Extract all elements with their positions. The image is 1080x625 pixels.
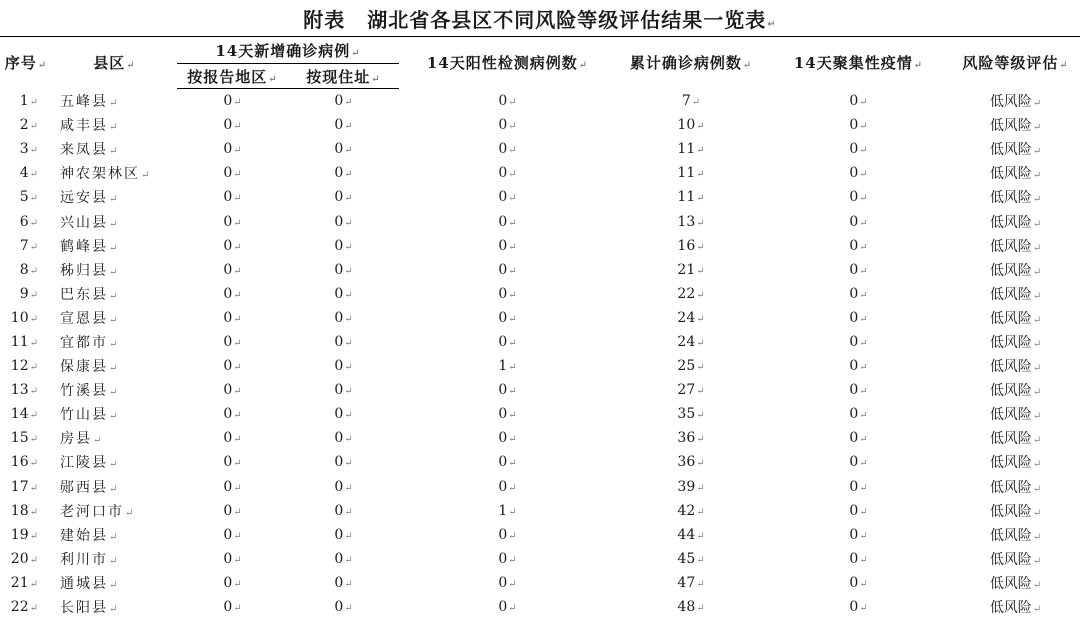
new-by-address: 0↵ — [334, 430, 353, 447]
row-index: 8↵ — [19, 261, 38, 278]
cumulative-cases: 11↵ — [677, 165, 705, 182]
table-row — [0, 209, 1080, 233]
new-by-address: 0↵ — [334, 141, 353, 158]
county-name: 郧西县↵ — [60, 479, 120, 496]
row-index: 9↵ — [19, 285, 38, 302]
positive-14d: 0↵ — [498, 454, 517, 471]
row-index: 11↵ — [10, 333, 38, 350]
positive-14d: 0↵ — [498, 550, 517, 567]
risk-level: 低风险↵ — [989, 479, 1042, 496]
county-name: 房县↵ — [60, 431, 104, 448]
title-prefix: 附表 — [303, 7, 346, 32]
new-by-address: 0↵ — [334, 599, 353, 616]
positive-14d: 0↵ — [498, 237, 517, 254]
row-index: 2↵ — [19, 117, 38, 134]
new-by-report: 0↵ — [223, 358, 242, 375]
new-by-address: 0↵ — [334, 478, 353, 495]
risk-level: 低风险↵ — [989, 359, 1042, 376]
new-by-report: 0↵ — [223, 574, 242, 591]
new-by-address: 0↵ — [334, 333, 353, 350]
table-row — [0, 595, 1080, 619]
header-county: 县区↵ — [52, 37, 177, 89]
county-name: 江陵县↵ — [60, 455, 120, 472]
header-clusters-14d: 14天聚集性疫情↵ — [766, 37, 951, 89]
county-name: 建始县↵ — [60, 527, 120, 544]
new-by-report: 0↵ — [223, 526, 242, 543]
positive-14d: 0↵ — [498, 430, 517, 447]
positive-14d: 0↵ — [498, 261, 517, 278]
risk-level: 低风险↵ — [989, 527, 1042, 544]
clusters-14d: 0↵ — [849, 502, 868, 519]
clusters-14d: 0↵ — [849, 430, 868, 447]
table-row — [0, 306, 1080, 330]
risk-level: 低风险↵ — [989, 503, 1042, 520]
new-by-address: 0↵ — [334, 213, 353, 230]
positive-14d: 0↵ — [498, 406, 517, 423]
clusters-14d: 0↵ — [849, 285, 868, 302]
cumulative-cases: 36↵ — [677, 430, 705, 447]
cumulative-cases: 24↵ — [677, 333, 705, 350]
new-by-report: 0↵ — [223, 261, 242, 278]
table-row — [0, 161, 1080, 185]
header-index: 序号↵ — [0, 37, 52, 89]
county-name: 神农架林区↵ — [60, 166, 152, 183]
new-by-address: 0↵ — [334, 285, 353, 302]
clusters-14d: 0↵ — [849, 478, 868, 495]
risk-level: 低风险↵ — [989, 286, 1042, 303]
new-by-report: 0↵ — [223, 213, 242, 230]
clusters-14d: 0↵ — [849, 358, 868, 375]
positive-14d: 0↵ — [498, 333, 517, 350]
table-row — [0, 89, 1080, 114]
cumulative-cases: 11↵ — [677, 189, 705, 206]
table-row — [0, 354, 1080, 378]
clusters-14d: 0↵ — [849, 309, 868, 326]
new-by-address: 0↵ — [334, 237, 353, 254]
new-by-report: 0↵ — [223, 502, 242, 519]
county-name: 鹤峰县↵ — [60, 238, 120, 255]
new-by-address: 0↵ — [334, 189, 353, 206]
table-row — [0, 330, 1080, 354]
new-by-report: 0↵ — [223, 550, 242, 567]
county-name: 老河口市↵ — [60, 503, 136, 520]
table-row — [0, 475, 1080, 499]
new-by-address: 0↵ — [334, 165, 353, 182]
cumulative-cases: 7↵ — [681, 92, 701, 109]
county-name: 宜都市↵ — [60, 334, 120, 351]
cumulative-cases: 24↵ — [677, 309, 705, 326]
positive-14d: 0↵ — [498, 478, 517, 495]
new-by-address: 0↵ — [334, 526, 353, 543]
table-row — [0, 282, 1080, 306]
cumulative-cases: 45↵ — [677, 550, 705, 567]
new-by-report: 0↵ — [223, 454, 242, 471]
new-by-address: 0↵ — [334, 574, 353, 591]
county-name: 长阳县↵ — [60, 600, 120, 617]
new-by-report: 0↵ — [223, 382, 242, 399]
clusters-14d: 0↵ — [849, 141, 868, 158]
table-row — [0, 378, 1080, 402]
cumulative-cases: 21↵ — [677, 261, 705, 278]
paragraph-mark-icon: ↵ — [767, 18, 777, 30]
cumulative-cases: 27↵ — [677, 382, 705, 399]
row-index: 18↵ — [10, 502, 38, 519]
new-by-address: 0↵ — [334, 502, 353, 519]
risk-level: 低风险↵ — [989, 262, 1042, 279]
cumulative-cases: 47↵ — [677, 574, 705, 591]
risk-level: 低风险↵ — [989, 575, 1042, 592]
county-name: 通城县↵ — [60, 575, 120, 592]
cumulative-cases: 39↵ — [677, 478, 705, 495]
cumulative-cases: 48↵ — [677, 599, 705, 616]
cumulative-cases: 13↵ — [677, 213, 705, 230]
row-index: 6↵ — [19, 213, 38, 230]
risk-level: 低风险↵ — [989, 190, 1042, 207]
risk-level: 低风险↵ — [989, 118, 1042, 135]
row-index: 22↵ — [10, 599, 38, 616]
row-index: 14↵ — [10, 406, 38, 423]
positive-14d: 0↵ — [498, 526, 517, 543]
header-risk-level: 风险等级评估↵ — [951, 37, 1080, 89]
county-name: 五峰县↵ — [60, 93, 120, 110]
cumulative-cases: 22↵ — [677, 285, 705, 302]
cumulative-cases: 25↵ — [677, 358, 705, 375]
new-by-report: 0↵ — [223, 93, 242, 110]
table-row — [0, 113, 1080, 137]
clusters-14d: 0↵ — [849, 213, 868, 230]
positive-14d: 0↵ — [498, 117, 517, 134]
county-name: 远安县↵ — [60, 190, 120, 207]
risk-level: 低风险↵ — [989, 142, 1042, 159]
header-by-report-area: 按报告地区↵ — [177, 64, 288, 89]
cumulative-cases: 35↵ — [677, 406, 705, 423]
risk-level: 低风险↵ — [989, 334, 1042, 351]
table-row — [0, 185, 1080, 209]
table-row — [0, 571, 1080, 595]
header-cumulative: 累计确诊病例数↵ — [616, 37, 766, 89]
clusters-14d: 0↵ — [849, 550, 868, 567]
row-index: 16↵ — [10, 454, 38, 471]
new-by-address: 0↵ — [334, 261, 353, 278]
risk-level: 低风险↵ — [989, 238, 1042, 255]
document-title — [0, 0, 1080, 36]
clusters-14d: 0↵ — [849, 599, 868, 616]
risk-level: 低风险↵ — [989, 431, 1042, 448]
table-row — [0, 547, 1080, 571]
new-by-report: 0↵ — [223, 599, 242, 616]
new-by-address: 0↵ — [334, 358, 353, 375]
cumulative-cases: 36↵ — [677, 454, 705, 471]
new-by-report: 0↵ — [223, 333, 242, 350]
positive-14d: 1↵ — [498, 358, 517, 375]
new-by-report: 0↵ — [223, 141, 242, 158]
table-row — [0, 426, 1080, 450]
new-by-report: 0↵ — [223, 189, 242, 206]
new-by-report: 0↵ — [223, 406, 242, 423]
positive-14d: 0↵ — [498, 599, 517, 616]
risk-level: 低风险↵ — [989, 383, 1042, 400]
positive-14d: 0↵ — [498, 141, 517, 158]
clusters-14d: 0↵ — [849, 382, 868, 399]
new-by-address: 0↵ — [334, 550, 353, 567]
row-index: 5↵ — [19, 189, 38, 206]
row-index: 15↵ — [10, 430, 38, 447]
clusters-14d: 0↵ — [849, 189, 868, 206]
risk-level: 低风险↵ — [989, 600, 1042, 617]
positive-14d: 0↵ — [498, 213, 517, 230]
clusters-14d: 0↵ — [849, 92, 868, 109]
county-name: 咸丰县↵ — [60, 118, 120, 135]
table-body — [0, 89, 1080, 620]
county-name: 保康县↵ — [60, 359, 120, 376]
table-row — [0, 402, 1080, 426]
clusters-14d: 0↵ — [849, 454, 868, 471]
county-name: 兴山县↵ — [60, 214, 120, 231]
new-by-report: 0↵ — [223, 237, 242, 254]
cumulative-cases: 16↵ — [677, 237, 705, 254]
cumulative-cases: 11↵ — [677, 141, 705, 158]
row-index: 21↵ — [10, 574, 38, 591]
clusters-14d: 0↵ — [849, 117, 868, 134]
title-main: 湖北省各县区不同风险等级评估结果一览表 — [367, 7, 767, 32]
new-by-report: 0↵ — [223, 117, 242, 134]
clusters-14d: 0↵ — [849, 526, 868, 543]
county-name: 来凤县↵ — [60, 142, 120, 159]
row-index: 19↵ — [10, 526, 38, 543]
table-row — [0, 523, 1080, 547]
clusters-14d: 0↵ — [849, 261, 868, 278]
new-by-report: 0↵ — [223, 430, 242, 447]
county-name: 利川市↵ — [60, 551, 120, 568]
table-row — [0, 234, 1080, 258]
county-name: 竹溪县↵ — [60, 383, 120, 400]
row-index: 3↵ — [19, 141, 38, 158]
clusters-14d: 0↵ — [849, 574, 868, 591]
risk-level: 低风险↵ — [989, 93, 1042, 110]
row-index: 7↵ — [19, 237, 38, 254]
row-index: 12↵ — [10, 358, 38, 375]
row-index: 4↵ — [19, 165, 38, 182]
clusters-14d: 0↵ — [849, 406, 868, 423]
county-name: 秭归县↵ — [60, 262, 120, 279]
cumulative-cases: 42↵ — [677, 502, 705, 519]
positive-14d: 0↵ — [498, 92, 517, 109]
risk-level: 低风险↵ — [989, 551, 1042, 568]
clusters-14d: 0↵ — [849, 333, 868, 350]
table-row — [0, 258, 1080, 282]
positive-14d: 1↵ — [498, 502, 517, 519]
positive-14d: 0↵ — [498, 285, 517, 302]
risk-level: 低风险↵ — [989, 310, 1042, 327]
row-index: 13↵ — [10, 382, 38, 399]
risk-table — [0, 36, 1080, 619]
row-index: 20↵ — [10, 550, 38, 567]
header-positive-14d: 14天阳性检测病例数↵ — [399, 37, 616, 89]
positive-14d: 0↵ — [498, 382, 517, 399]
risk-level: 低风险↵ — [989, 166, 1042, 183]
cumulative-cases: 10↵ — [677, 117, 705, 134]
new-by-address: 0↵ — [334, 454, 353, 471]
new-by-address: 0↵ — [334, 406, 353, 423]
new-by-address: 0↵ — [334, 93, 353, 110]
new-by-report: 0↵ — [223, 165, 242, 182]
new-by-report: 0↵ — [223, 478, 242, 495]
risk-level: 低风险↵ — [989, 407, 1042, 424]
county-name: 竹山县↵ — [60, 407, 120, 424]
new-by-address: 0↵ — [334, 382, 353, 399]
risk-level: 低风险↵ — [989, 455, 1042, 472]
table-row — [0, 499, 1080, 523]
row-index: 10↵ — [10, 309, 38, 326]
clusters-14d: 0↵ — [849, 237, 868, 254]
positive-14d: 0↵ — [498, 189, 517, 206]
new-by-address: 0↵ — [334, 117, 353, 134]
risk-level: 低风险↵ — [989, 214, 1042, 231]
new-by-address: 0↵ — [334, 309, 353, 326]
positive-14d: 0↵ — [498, 165, 517, 182]
row-index: 17↵ — [10, 478, 38, 495]
new-by-report: 0↵ — [223, 285, 242, 302]
header-new-cases-group: 14天新增确诊病例↵ — [177, 37, 399, 64]
county-name: 巴东县↵ — [60, 286, 120, 303]
positive-14d: 0↵ — [498, 574, 517, 591]
new-by-report: 0↵ — [223, 309, 242, 326]
positive-14d: 0↵ — [498, 309, 517, 326]
cumulative-cases: 44↵ — [677, 526, 705, 543]
clusters-14d: 0↵ — [849, 165, 868, 182]
row-index: 1↵ — [19, 92, 38, 109]
table-row — [0, 137, 1080, 161]
table-row — [0, 450, 1080, 474]
header-by-current-address: 按现住址↵ — [288, 64, 399, 89]
county-name: 宣恩县↵ — [60, 310, 120, 327]
